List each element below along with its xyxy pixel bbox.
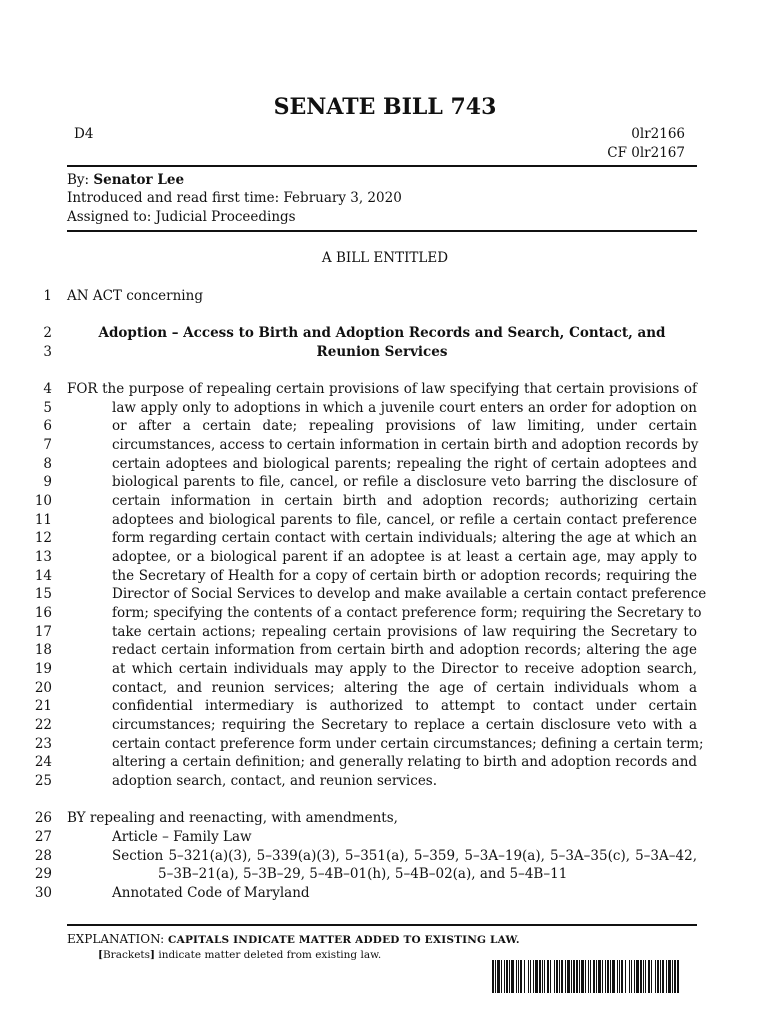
- barcode-bar: [497, 960, 500, 993]
- barcode-bar: [672, 960, 673, 993]
- purpose-line: form regarding certain contact with certain individuals; altering the age at which an: [112, 530, 697, 546]
- code-line: Annotated Code of Maryland: [112, 885, 310, 901]
- barcode-bar: [518, 960, 519, 993]
- barcode-bar: [602, 960, 603, 993]
- sponsor-name: Senator Lee: [93, 172, 185, 188]
- barcode-bar: [643, 960, 644, 993]
- barcode-bar: [539, 960, 541, 993]
- barcode-bar: [612, 960, 615, 993]
- barcode-bar: [506, 960, 508, 993]
- introduced-line: Introduced and read first time: February 3, 2020: [67, 190, 402, 206]
- brackets-text: indicate matter deleted from existing law.: [155, 949, 382, 961]
- line-number: 12: [34, 530, 52, 546]
- line-number: 26: [34, 810, 52, 826]
- barcode-bar: [567, 960, 570, 993]
- barcode-bar: [666, 960, 667, 993]
- line-number: 1: [43, 288, 52, 304]
- line-number: 27: [34, 829, 52, 845]
- barcode-bar: [554, 960, 555, 993]
- line-number: 17: [34, 624, 52, 640]
- barcode-bar: [535, 960, 538, 993]
- barcode-bar: [530, 960, 531, 993]
- barcode-bar: [593, 960, 595, 993]
- lr-number: 0lr2166: [631, 126, 685, 142]
- purpose-line: certain contact preference form under certain circumstances; defining a certain term;: [112, 736, 704, 752]
- barcode-bar: [610, 960, 611, 993]
- barcode-bar: [561, 960, 563, 993]
- barcode-bar: [668, 960, 671, 993]
- line-number: 3: [43, 344, 52, 360]
- bill-title: SENATE BILL 743: [273, 94, 497, 120]
- section-line: 5–3B–21(a), 5–3B–29, 5–4B–01(h), 5–4B–02(a), and 5–4B–11: [158, 866, 568, 882]
- line-number: 21: [34, 698, 52, 714]
- purpose-line: law apply only to adoptions in which a juvenile court enters an order for adoption on: [112, 400, 697, 416]
- barcode-bar: [621, 960, 623, 993]
- purpose-line: circumstances, access to certain information in certain birth and adoption records by: [112, 437, 699, 453]
- barcode-bar: [674, 960, 676, 993]
- purpose-line: redact certain information from certain birth and adoption records; altering the age: [112, 642, 697, 658]
- by-label: By:: [67, 172, 90, 188]
- barcode-bar: [565, 960, 566, 993]
- purpose-line: Director of Social Services to develop and make available a certain contact preference: [112, 586, 707, 602]
- line-number: 15: [34, 586, 52, 602]
- bracket-open: [: [98, 949, 103, 961]
- purpose-line: contact, and reunion services; altering the age of certain individuals whom a: [112, 680, 697, 696]
- barcode-bar: [504, 960, 505, 993]
- barcode-bar: [677, 960, 679, 993]
- bill-entitled: A BILL ENTITLED: [321, 250, 449, 266]
- purpose-line: confidential intermediary is authorized to attempt to contact under certain: [112, 698, 697, 714]
- barcode-bar: [651, 960, 652, 993]
- purpose-line: altering a certain definition; and generally relating to birth and adoption records and: [112, 754, 698, 770]
- purpose-line: FOR the purpose of repealing certain provisions of law specifying that certain provisions of: [67, 381, 697, 397]
- explanation-label: EXPLANATION:: [67, 932, 165, 946]
- purpose-line: circumstances; requiring the Secretary to replace a certain disclosure veto with a: [112, 717, 697, 733]
- amendment-line: BY repealing and reenacting, with amendments,: [67, 810, 398, 826]
- explanation-rule: [67, 924, 697, 926]
- barcode-bar: [662, 960, 664, 993]
- barcode-bar: [617, 960, 618, 993]
- line-number: 7: [43, 437, 52, 453]
- subject-code: D4: [74, 126, 94, 142]
- barcode-bar: [516, 960, 517, 993]
- line-number: 10: [34, 493, 52, 509]
- line-number: 8: [43, 456, 52, 472]
- line-number: 5: [43, 400, 52, 416]
- purpose-line: adoptees and biological parents to file, cancel, or refile a certain contact preference: [112, 512, 697, 528]
- section-line: Section 5–321(a)(3), 5–339(a)(3), 5–351(a), 5–359, 5–3A–19(a), 5–3A–35(c), 5–3A–42,: [112, 848, 697, 864]
- barcode-bar: [533, 960, 534, 993]
- header-rule-top: [67, 165, 697, 167]
- purpose-line: certain adoptees and biological parents; repealing the right of certain adoptees and: [112, 456, 697, 472]
- barcode-bar: [640, 960, 642, 993]
- barcode-bar: [648, 960, 650, 993]
- sponsor-line: [67, 172, 184, 188]
- purpose-line: or after a certain date; repealing provisions of law limiting, under certain: [112, 418, 697, 434]
- purpose-line: the Secretary of Health for a copy of certain birth or adoption records; requiring the: [112, 568, 697, 584]
- line-number: 6: [43, 418, 52, 434]
- explanation-brackets: [98, 949, 381, 961]
- barcode-bar: [579, 960, 580, 993]
- line-number: 14: [34, 568, 52, 584]
- line-number: 20: [34, 680, 52, 696]
- barcode-bar: [556, 960, 558, 993]
- barcode-bar: [596, 960, 597, 993]
- barcode-bar: [544, 960, 545, 993]
- line-number: 22: [34, 717, 52, 733]
- purpose-line: take certain actions; repealing certain provisions of law requiring the Secretary to: [112, 624, 697, 640]
- barcode-bar: [528, 960, 529, 993]
- barcode-bar: [576, 960, 578, 993]
- barcode-bar: [550, 960, 551, 993]
- article-line: Article – Family Law: [112, 829, 252, 845]
- barcode-image: [492, 960, 680, 993]
- purpose-line: at which certain individuals may apply to the Director to receive adoption search,: [112, 661, 697, 677]
- line-number: 2: [43, 325, 52, 341]
- line-number: 16: [34, 605, 52, 621]
- barcode-bar: [660, 960, 661, 993]
- barcode-bar: [588, 960, 589, 993]
- barcode-bar: [520, 960, 522, 993]
- line-number: 9: [43, 474, 52, 490]
- line-number: 29: [34, 866, 52, 882]
- explanation-capitals-text: CAPITALS INDICATE MATTER ADDED TO EXISTING LAW.: [168, 934, 520, 946]
- line-number: 4: [43, 381, 52, 397]
- line-number: 25: [34, 773, 52, 789]
- header-rule-bottom: [67, 230, 697, 232]
- bill-subject-line: Adoption – Access to Birth and Adoption Records and Search, Contact, and: [98, 325, 666, 341]
- purpose-line: certain information in certain birth and adoption records; authorizing certain: [112, 493, 697, 509]
- barcode-bar: [590, 960, 591, 993]
- purpose-line: adoptee, or a biological parent if an adoptee is at least a certain age, may apply to: [112, 549, 697, 565]
- barcode-bar: [625, 960, 626, 993]
- line-number: 23: [34, 736, 52, 752]
- act-concerning: AN ACT concerning: [67, 288, 203, 304]
- purpose-line: adoption search, contact, and reunion services.: [112, 773, 438, 789]
- barcode-bar: [495, 960, 496, 993]
- barcode-bar: [571, 960, 572, 993]
- line-number: 30: [34, 885, 52, 901]
- barcode-bar: [629, 960, 630, 993]
- barcode-bar: [585, 960, 586, 993]
- barcode-bar: [509, 960, 510, 993]
- line-number: 28: [34, 848, 52, 864]
- barcode-bar: [634, 960, 635, 993]
- brackets-word: Brackets: [102, 949, 151, 961]
- barcode-bar: [631, 960, 632, 993]
- purpose-line: biological parents to file, cancel, or refile a disclosure veto barring the disclosure of: [112, 474, 697, 490]
- barcode-bar: [598, 960, 601, 993]
- bracket-close: ]: [150, 949, 155, 961]
- barcode-bar: [492, 960, 494, 993]
- barcode-bar: [619, 960, 620, 993]
- barcode-bar: [607, 960, 609, 993]
- cross-file-number: CF 0lr2167: [607, 145, 685, 161]
- barcode-bar: [645, 960, 646, 993]
- barcode-bar: [636, 960, 639, 993]
- barcode-bar: [559, 960, 560, 993]
- assigned-line: Assigned to: Judicial Proceedings: [67, 209, 296, 225]
- barcode-bar: [547, 960, 549, 993]
- purpose-line: form; specifying the contents of a contact preference form; requiring the Secretary to: [112, 605, 702, 621]
- bill-subject-line: Reunion Services: [316, 344, 448, 360]
- explanation-capitals: [67, 932, 520, 946]
- line-number: 18: [34, 642, 52, 658]
- barcode-bar: [501, 960, 502, 993]
- barcode-bar: [581, 960, 584, 993]
- barcode-bar: [524, 960, 525, 993]
- line-number: 19: [34, 661, 52, 677]
- line-number: 24: [34, 754, 52, 770]
- barcode-bar: [511, 960, 514, 993]
- line-number: 13: [34, 549, 52, 565]
- barcode-bar: [655, 960, 656, 993]
- barcode-bar: [573, 960, 575, 993]
- barcode-bar: [605, 960, 606, 993]
- barcode-bar: [542, 960, 543, 993]
- line-number: 11: [34, 512, 52, 528]
- barcode-bar: [657, 960, 659, 993]
